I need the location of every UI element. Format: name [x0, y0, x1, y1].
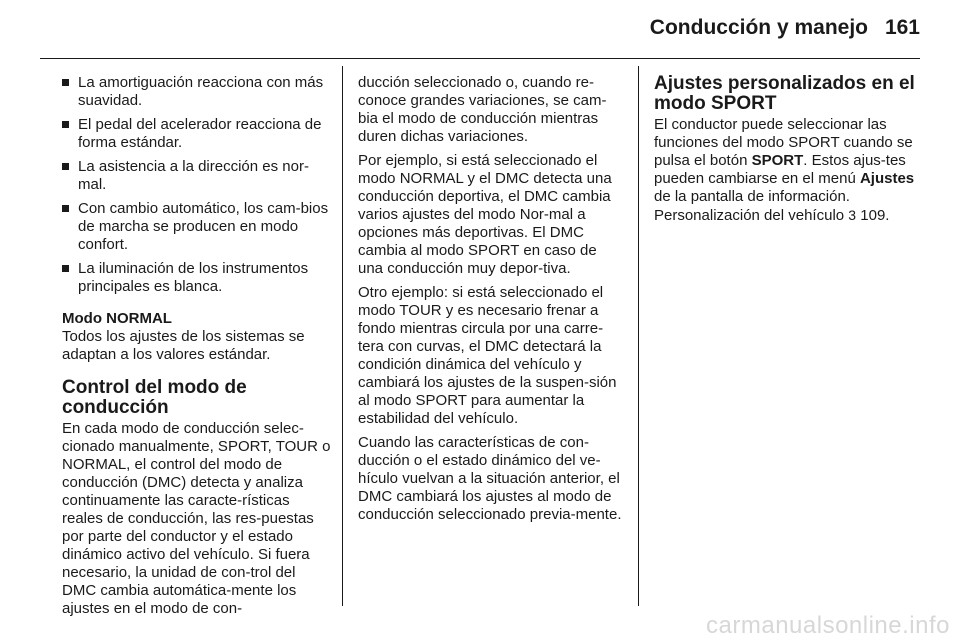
- watermark: carmanualsonline.info: [706, 612, 950, 639]
- section-text: En cada modo de conducción selec-cionado manualmente, SPORT, TOUR o NORMAL, el control del modo de conducción (DMC) detecta y analiza continuamente las caracte-rísticas reales de conducción, las res-puestas por parte del conductor y el estado dinámico activo del vehículo. Si fuera necesario, la unidad de con-trol del DMC cambia automática-mente los ajustes en el modo de con-: [62, 420, 331, 617]
- header-divider: [40, 58, 920, 59]
- list-item-text: La amortiguación reacciona con más suavidad.: [78, 74, 324, 109]
- page-number: 161: [884, 16, 920, 39]
- list-item-text: La iluminación de los instrumentos principales es blanca.: [78, 260, 309, 295]
- list-item: [62, 200, 332, 254]
- ajustes-menu-label: Ajustes: [859, 170, 915, 187]
- section-heading: Ajustes personalizados en el modo SPORT: [654, 73, 915, 114]
- list-item: [62, 116, 332, 152]
- paragraph: Cuando las características de con-ducción o el estado dinámico del ve-hículo vuelvan a la situación anterior, el DMC cambiará los ajustes al modo de conducción seleccionado previa-mente.: [358, 434, 622, 523]
- square-bullet-icon: [62, 121, 69, 128]
- column-3: [654, 74, 920, 231]
- square-bullet-icon: [62, 265, 69, 272]
- bullet-list: [62, 74, 332, 296]
- column-1: [62, 74, 332, 624]
- modo-normal-heading: Modo NORMAL: [62, 310, 172, 327]
- column-divider-1: [342, 66, 343, 606]
- section-text: [654, 116, 920, 225]
- text-segment: de la pantalla de información. Personalización del vehículo: [654, 188, 850, 224]
- list-item-text: La asistencia a la dirección es nor-mal.: [78, 158, 309, 193]
- text-segment: . Estos ajus-tes pueden cambiarse en el menú: [654, 152, 906, 187]
- section-heading: Control del modo de conducción: [62, 377, 247, 418]
- modo-normal-text: Todos los ajustes de los sistemas se adaptan a los valores estándar.: [62, 328, 305, 363]
- sport-button-label: SPORT: [751, 152, 804, 169]
- square-bullet-icon: [62, 79, 69, 86]
- list-item-text: El pedal del acelerador reacciona de forma estándar.: [78, 116, 322, 151]
- column-divider-2: [638, 66, 639, 606]
- paragraph: ducción seleccionado o, cuando re-conoce grandes variaciones, se cam-bia el modo de conducción mientras duren dichas variaciones.: [358, 74, 607, 145]
- text-segment: El conductor puede seleccionar las funciones del modo SPORT cuando se pulsa el botón: [654, 116, 913, 169]
- list-item: [62, 74, 332, 110]
- header-title: Conducción y manejo: [649, 16, 868, 39]
- paragraph: Otro ejemplo: si está seleccionado el modo TOUR y es necesario frenar a fondo mientras circula por una carre-tera con curvas, el DMC detectará la condición dinámica del vehículo y cambiará los ajustes de la suspen-sión al modo SPORT para aumentar la estabilidad del vehículo.: [358, 284, 617, 427]
- page-reference[interactable]: 109.: [856, 207, 890, 224]
- square-bullet-icon: [62, 205, 69, 212]
- list-item: [62, 260, 332, 296]
- column-2: [358, 74, 624, 530]
- square-bullet-icon: [62, 163, 69, 170]
- list-item-text: Con cambio automático, los cam-bios de marcha se producen en modo confort.: [78, 200, 329, 253]
- page-header: [0, 0, 960, 58]
- paragraph: Por ejemplo, si está seleccionado el modo NORMAL y el DMC detecta una conducción deportiva, el DMC cambia varios ajustes del modo Nor-mal a opciones más deportivas. El DMC cambia al modo SPORT en caso de una conducción muy depor-tiva.: [358, 152, 612, 277]
- list-item: [62, 158, 332, 194]
- reference-arrow-icon: 3: [848, 207, 857, 223]
